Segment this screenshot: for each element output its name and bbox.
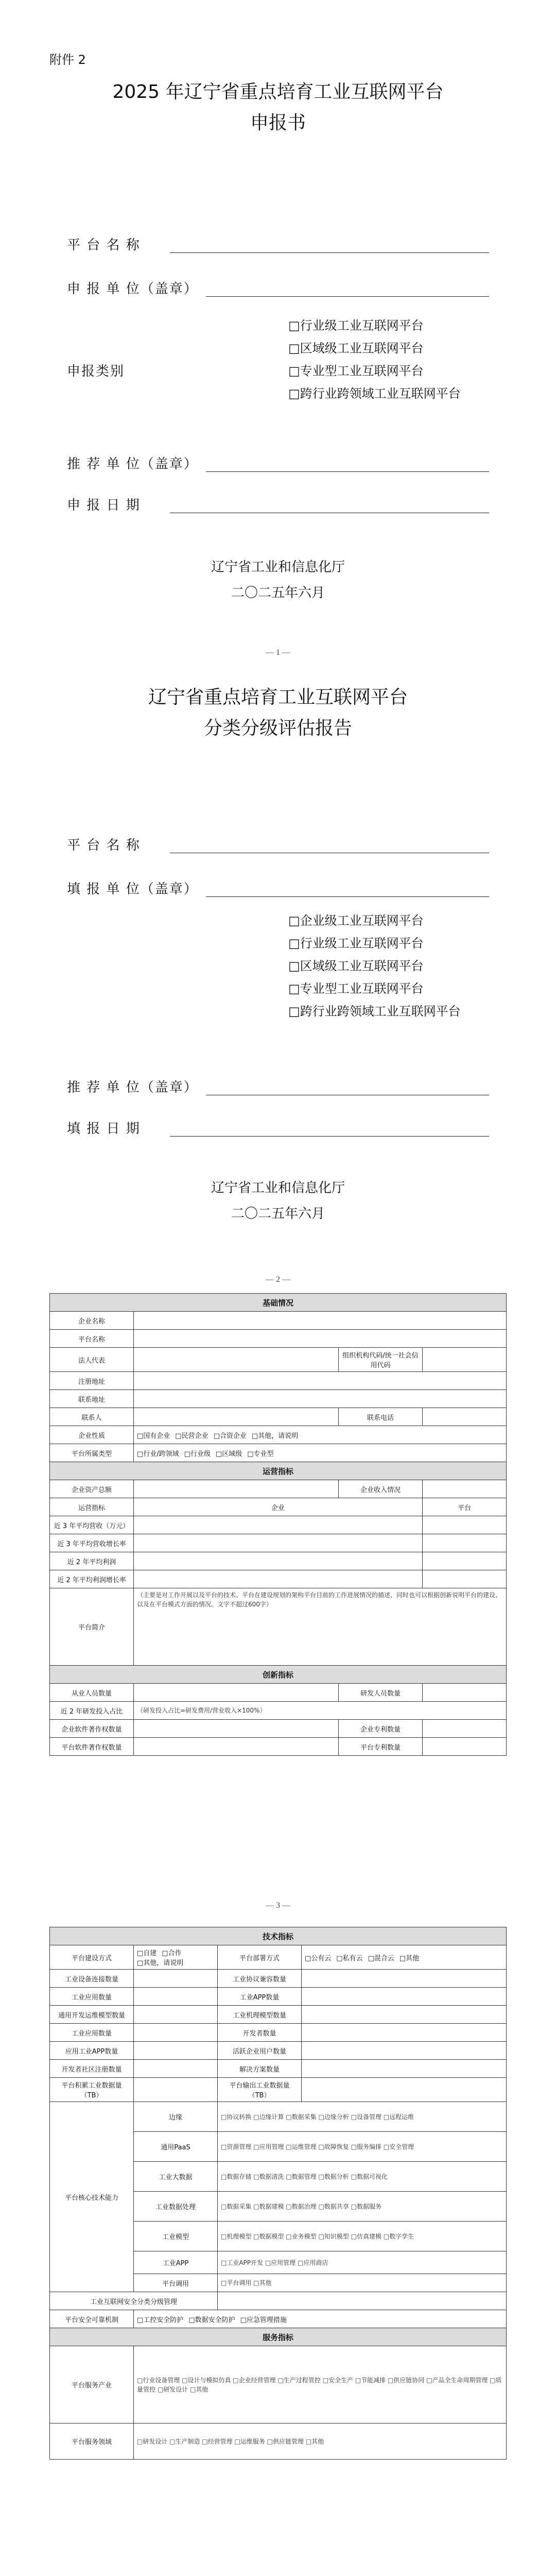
developer-count-label: 开发者数量 — [218, 2024, 302, 2042]
app-count-label-2: 工业应用数量 — [50, 2024, 134, 2042]
revenue-growth-label: 近 3 年平均营收增长率 — [50, 1534, 134, 1552]
issuing-org-2: 辽宁省工业和信息化厅 — [211, 1180, 345, 1196]
build-coop[interactable]: □合作 — [162, 1950, 182, 1957]
rd-ratio-label: 近 2 年研发投入占比 — [50, 1702, 134, 1720]
contact-address-field[interactable] — [134, 1390, 507, 1408]
plat-patent-label: 平台专利数量 — [339, 1738, 423, 1756]
core-tech-label: 平台核心技术能力 — [50, 2102, 134, 2292]
sub-model: 工业模型 — [134, 2222, 218, 2251]
ptype-cross[interactable]: □行业/跨领域 — [137, 1450, 179, 1458]
report-title: 辽宁省重点培育工业互联网平台 — [148, 687, 408, 708]
data-out-label: 平台输出工业数据量（TB） — [218, 2078, 302, 2102]
avg-profit-plat[interactable] — [423, 1552, 507, 1570]
rd-ratio-field[interactable]: （研发投入占比=研发费用/营业收入×100%） — [134, 1702, 507, 1720]
contact-label: 联系人 — [50, 1408, 134, 1426]
platform-name-line[interactable] — [170, 252, 489, 253]
ent-patent-label: 企业专利数量 — [339, 1720, 423, 1738]
build-mode-label: 平台建设方式 — [50, 1945, 134, 1970]
mech-model-field[interactable] — [302, 2006, 507, 2024]
overview-label: 平台简介 — [50, 1588, 134, 1666]
ent-soft-label: 企业软件著作权数量 — [50, 1720, 134, 1738]
revenue-growth-ent[interactable] — [134, 1534, 423, 1552]
contact-field[interactable] — [134, 1408, 339, 1426]
option-special-2[interactable]: □专业型工业互联网平台 — [288, 981, 424, 996]
report-subtitle: 分类分级评估报告 — [203, 718, 352, 739]
table-page-1 — [0, 1291, 556, 1917]
community-label: 开发者社区注册数量 — [50, 2060, 134, 2078]
phone-field[interactable] — [423, 1408, 507, 1426]
sec-ics[interactable]: □工控安全防护 — [137, 2316, 184, 2324]
col-enterprise: 企业 — [134, 1498, 423, 1516]
ptype-label: 平台所属类型 — [50, 1444, 134, 1462]
sec-data[interactable]: □数据安全防护 — [188, 2316, 235, 2324]
active-users-field[interactable] — [302, 2042, 507, 2060]
community-field[interactable] — [134, 2060, 218, 2078]
sub-call-opts[interactable]: □平台调用 □其他 — [218, 2274, 507, 2292]
nature-joint[interactable]: □合资企业 — [213, 1432, 247, 1440]
sub-model-opts[interactable]: □机理模型 □数据模型 □业务模型 □知识模型 □仿真建模 □数字孪生 — [218, 2222, 507, 2251]
deploy-private[interactable]: □私有云 — [336, 1954, 363, 1962]
service-field-label: 平台服务领域 — [50, 2424, 134, 2460]
staff-label: 从业人员数量 — [50, 1684, 134, 1702]
sub-edge-opts[interactable]: □协议转换 □边缘计算 □数据采集 □边缘分析 □设备管理 □远程运维 — [218, 2102, 507, 2132]
reg-address-field[interactable] — [134, 1372, 507, 1390]
used-app-field[interactable] — [134, 2042, 218, 2060]
basic-info-table — [49, 1293, 507, 1756]
attachment-label: 附件 2 — [49, 53, 86, 67]
legal-rep-label: 法人代表 — [50, 1348, 134, 1372]
used-app-label: 应用工业APP数量 — [50, 2042, 134, 2060]
sub-paas: 通用PaaS — [134, 2132, 218, 2162]
ops-idx-header: 运营指标 — [50, 1498, 134, 1516]
option-cross-2[interactable]: □跨行业跨领域工业互联网平台 — [288, 1004, 461, 1019]
table-page-2 — [0, 1917, 556, 2576]
apply-date-label: 申 报 日 期 — [67, 498, 141, 513]
deploy-mode-options[interactable] — [302, 1945, 507, 1970]
cover-title: 2025 年辽宁省重点培育工业互联网平台 — [112, 81, 444, 103]
recommender-line[interactable] — [206, 471, 489, 472]
credit-code-field[interactable] — [423, 1348, 507, 1372]
plat-soft-field[interactable] — [134, 1738, 339, 1756]
app-count-field-2[interactable] — [134, 2024, 218, 2042]
avg-revenue-ent[interactable] — [134, 1516, 423, 1534]
platform-name-label: 平 台 名 称 — [67, 238, 141, 253]
plat-soft-label: 平台软件著作权数量 — [50, 1738, 134, 1756]
service-field-options[interactable]: □研发设计 □生产制造 □经营管理 □运维服务 □供应链管理 □其他 — [134, 2424, 507, 2460]
avg-revenue-label: 近 3 年平均营收（万元） — [50, 1516, 134, 1534]
fill-unit-line[interactable] — [206, 896, 489, 897]
applicant-line[interactable] — [206, 296, 489, 297]
revenue-growth-plat[interactable] — [423, 1534, 507, 1552]
applicant-label: 申 报 单 位（盖章） — [67, 281, 198, 297]
section-service: 服务指标 — [50, 2328, 507, 2346]
ptype-region[interactable]: □区域级 — [215, 1450, 242, 1458]
active-users-label: 活跃企业用户数量 — [218, 2042, 302, 2060]
avg-profit-label: 近 2 年平均利润 — [50, 1552, 134, 1570]
devops-model-field[interactable] — [134, 2006, 218, 2024]
protocol-count-field[interactable] — [302, 1970, 507, 1988]
security-label: 工业互联网安全分类分级管理 — [50, 2292, 218, 2310]
section-tech: 技术指标 — [50, 1927, 507, 1945]
deploy-hybrid[interactable]: □混合云 — [368, 1954, 394, 1962]
solutions-label: 解决方案数量 — [218, 2060, 302, 2078]
recommender-label: 推 荐 单 位（盖章） — [67, 456, 198, 472]
profit-growth-label: 近 2 年平均利润增长率 — [50, 1570, 134, 1588]
iapp-count-field[interactable] — [302, 1988, 507, 2006]
credit-code-label: 组织机构代码/统一社会信用代码 — [339, 1348, 423, 1372]
ptype-industry[interactable]: □行业级 — [184, 1450, 211, 1458]
platform-name-label-2: 平 台 名 称 — [67, 838, 141, 853]
build-mode-options[interactable] — [134, 1945, 218, 1970]
assets-field[interactable] — [134, 1480, 339, 1498]
option-industry[interactable]: □行业级工业互联网平台 — [288, 318, 424, 333]
rd-staff-label: 研发人员数量 — [339, 1684, 423, 1702]
reg-address-label: 注册地址 — [50, 1372, 134, 1390]
data-in-label: 平台积累工业数据量（TB） — [50, 2078, 134, 2102]
profit-growth-ent[interactable] — [134, 1570, 423, 1588]
nature-label: 企业性质 — [50, 1426, 134, 1444]
profit-growth-plat[interactable] — [423, 1570, 507, 1588]
rd-staff-field[interactable] — [423, 1684, 507, 1702]
cover-page-2 — [0, 662, 556, 1291]
revenue-field[interactable] — [423, 1480, 507, 1498]
tech-table — [49, 1927, 507, 2460]
cover-subtitle: 申报书 — [250, 112, 306, 133]
staff-field[interactable] — [134, 1684, 339, 1702]
sub-paas-opts[interactable]: □资源管理 □应用管理 □运维管理 □故障恢复 □服务编排 □安全管理 — [218, 2132, 507, 2162]
sub-app: 工业APP — [134, 2251, 218, 2274]
option-region-2[interactable]: □区域级工业互联网平台 — [288, 959, 424, 973]
contact-address-label: 联系地址 — [50, 1390, 134, 1408]
phone-label: 联系电话 — [339, 1408, 423, 1426]
ptype-special[interactable]: □专业型 — [247, 1450, 274, 1458]
device-count-label: 工业设备连接数量 — [50, 1970, 134, 1988]
devops-model-label: 通用开发运维模型数量 — [50, 2006, 134, 2024]
security-field[interactable] — [218, 2292, 507, 2310]
avg-revenue-plat[interactable] — [423, 1516, 507, 1534]
app-count-field[interactable] — [134, 1988, 218, 2006]
data-in-field[interactable] — [134, 2078, 218, 2102]
sub-dataproc: 工业数据处理 — [134, 2192, 218, 2222]
fill-date-label: 填 报 日 期 — [67, 1121, 141, 1137]
page-number-2: — 2 — — [266, 1275, 290, 1284]
avg-profit-ent[interactable] — [134, 1552, 423, 1570]
sub-call: 平台调用 — [134, 2274, 218, 2292]
platform-name-cell: 平台名称 — [50, 1330, 134, 1348]
nature-state[interactable]: □国有企业 — [137, 1432, 170, 1440]
company-name-field[interactable] — [134, 1312, 507, 1330]
revenue-label: 企业收入情况 — [339, 1480, 423, 1498]
issuing-org: 辽宁省工业和信息化厅 — [211, 560, 345, 575]
deploy-public[interactable]: □公有云 — [305, 1954, 332, 1962]
ent-patent-field[interactable] — [423, 1720, 507, 1738]
assets-label: 企业资产总额 — [50, 1480, 134, 1498]
option-region[interactable]: □区域级工业互联网平台 — [288, 341, 424, 355]
option-special[interactable]: □专业型工业互联网平台 — [288, 364, 424, 378]
nature-options[interactable] — [134, 1426, 507, 1444]
section-basic: 基础情况 — [50, 1294, 507, 1312]
sub-bigdata: 工业大数据 — [134, 2162, 218, 2192]
deploy-mode-label: 平台部署方式 — [218, 1945, 302, 1970]
issue-date: 二〇二五年六月 — [231, 585, 325, 601]
developer-count-field[interactable] — [302, 2024, 507, 2042]
plat-patent-field[interactable] — [423, 1738, 507, 1756]
fill-unit-label: 填 报 单 位（盖章） — [67, 882, 198, 897]
sub-bigdata-opts[interactable]: □数据存储 □数据清洗 □数据管理 □数据分析 □数据可视化 — [218, 2162, 507, 2192]
page-number: — 1 — — [266, 648, 290, 657]
nature-other[interactable]: □其他，请说明 — [251, 1432, 299, 1440]
build-self[interactable]: □自建 — [137, 1950, 157, 1957]
issue-date-2: 二〇二五年六月 — [231, 1206, 325, 1222]
company-name-label: 企业名称 — [50, 1312, 134, 1330]
option-enterprise[interactable]: □企业级工业互联网平台 — [288, 913, 424, 928]
page-number-3: — 3 — — [266, 1901, 290, 1910]
fill-date-line[interactable] — [170, 1136, 489, 1137]
mech-model-label: 工业机理模型数量 — [218, 2006, 302, 2024]
sub-app-opts[interactable]: □工业APP开发 □应用管理 □应用商店 — [218, 2251, 507, 2274]
deploy-other[interactable]: □其他 — [399, 1954, 420, 1962]
section-ops: 运营指标 — [50, 1462, 507, 1480]
option-industry-2[interactable]: □行业级工业互联网平台 — [288, 936, 424, 951]
category-label: 申报类别 — [67, 364, 125, 379]
section-innov: 创新指标 — [50, 1666, 507, 1684]
category-options[interactable] — [288, 314, 461, 405]
device-count-field[interactable] — [134, 1970, 218, 1988]
build-other[interactable]: □其他，请说明 — [137, 1959, 184, 1967]
overview-field[interactable]: （主要是对工作开展以及平台的技术、平台在建设规划的架构平台目前的工作进展情况的描述，同时也可以根据创新说明平台的建设、以及在平台模式方面的情况。文字不超过600字） — [134, 1588, 507, 1666]
col-platform: 平台 — [423, 1498, 507, 1516]
solutions-field[interactable] — [302, 2060, 507, 2078]
ptype-options[interactable] — [134, 1444, 507, 1462]
service-industry-label: 平台服务产业 — [50, 2346, 134, 2424]
data-out-field[interactable] — [302, 2078, 507, 2102]
app-count-label: 工业应用数量 — [50, 1988, 134, 2006]
recommender-label-2: 推 荐 单 位（盖章） — [67, 1080, 198, 1095]
security-mech-label: 平台安全可靠机制 — [50, 2310, 134, 2328]
protocol-count-label: 工业协议兼容数量 — [218, 1970, 302, 1988]
security-mech-options[interactable] — [134, 2310, 507, 2328]
ent-soft-field[interactable] — [134, 1720, 339, 1738]
service-industry-options[interactable]: □行业设备管理 □设计与模拟仿真 □企业经营管理 □生产过程管控 □安全生产 □节能减排 □供应链协同 □产品全生命周期管理 □质量管控 □研发设计 □其他 — [134, 2346, 507, 2424]
option-cross[interactable]: □跨行业跨领域工业互联网平台 — [288, 386, 461, 401]
legal-rep-field[interactable] — [134, 1348, 339, 1372]
nature-private[interactable]: □民营企业 — [175, 1432, 208, 1440]
sub-edge: 边缘 — [134, 2102, 218, 2132]
iapp-count-label: 工业APP数量 — [218, 1988, 302, 2006]
sub-dataproc-opts[interactable]: □数据采集 □数据建模 □数据治理 □数据共享 □数据服务 — [218, 2192, 507, 2222]
category-options-2[interactable] — [288, 909, 461, 1023]
platform-name-field[interactable] — [134, 1330, 507, 1348]
cover-page-1 — [0, 0, 556, 662]
sec-emergency[interactable]: □应急管理措施 — [240, 2316, 287, 2324]
